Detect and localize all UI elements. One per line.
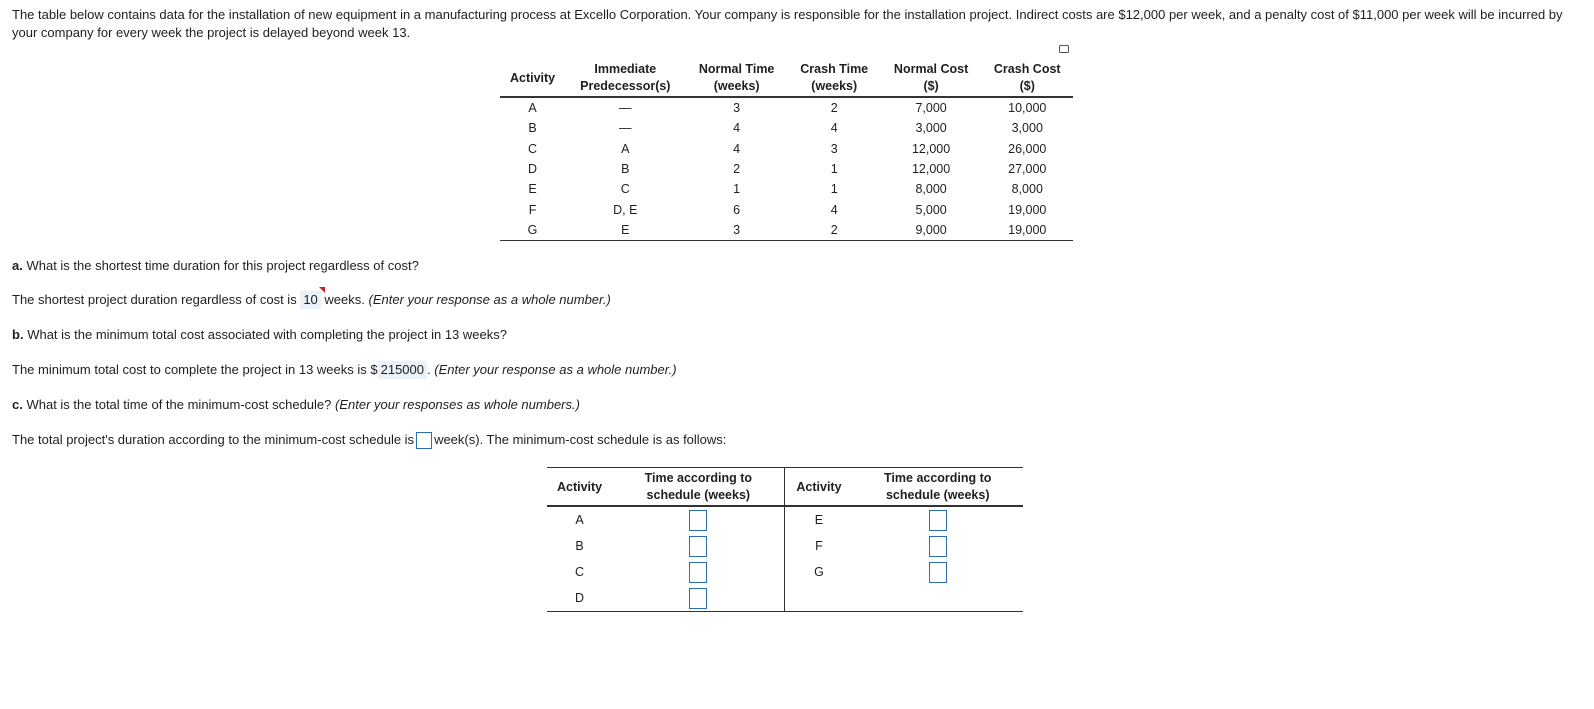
table-row: F D, E 6 4 5,000 19,000	[528, 202, 1047, 217]
time-input-a[interactable]	[689, 510, 707, 531]
part-c-question: c. What is the total time of the minimum-cost schedule? (Enter your responses as whole numbers.)	[12, 397, 580, 412]
header-crash-cost: Crash Cost ($)	[982, 61, 1074, 97]
table-row: C A 4 3 12,000 26,000	[528, 141, 1047, 156]
table-row	[547, 533, 1023, 559]
total-duration-input[interactable]	[416, 432, 432, 449]
schedule-activity-d: D	[547, 585, 612, 612]
table-header-row	[500, 61, 1073, 97]
part-a-answer-line: The shortest project duration regardless of cost is 10 weeks. (Enter your response as a whole number.)	[12, 291, 611, 309]
table-row: G E 3 2 9,000 19,000	[500, 220, 1073, 241]
schedule-header-time: Time according to schedule (weeks)	[852, 468, 1023, 507]
header-crash-time: Crash Time (weeks)	[788, 61, 881, 97]
part-c-answer-line: The total project's duration according to the minimum-cost schedule is week(s). The minimum-cost schedule is as follows:	[12, 431, 726, 449]
activity-data-table	[500, 61, 1073, 241]
schedule-header-activity: Activity	[785, 468, 852, 507]
schedule-activity-f: F	[785, 533, 852, 559]
schedule-activity-b: B	[575, 539, 584, 553]
part-b-question: b. What is the minimum total cost associated with completing the project in 13 weeks?	[12, 327, 507, 342]
table-row: D B 2 1 12,000 27,000	[528, 162, 1047, 177]
schedule-activity-e: E	[785, 506, 852, 533]
header-predecessors: Immediate Predecessor(s)	[565, 61, 685, 97]
time-input-c[interactable]	[689, 562, 707, 583]
part-a-answer-field[interactable]: 10	[300, 291, 320, 309]
window-icon[interactable]	[1059, 45, 1069, 53]
problem-intro: The table below contains data for the installation of new equipment in a manufacturing process at Excello Corporation. Your company is responsible for the installation project. Indirect costs are $12,000 per week, and a penalty cost of $11,000 per week will be incurred by your company for every week the project is delayed beyond week 13.	[12, 7, 1563, 40]
part-b-answer-field[interactable]: 215000	[378, 361, 427, 379]
schedule-activity-g: G	[785, 559, 852, 585]
time-input-f[interactable]	[929, 536, 947, 557]
time-input-e[interactable]	[929, 510, 947, 531]
schedule-header-time: Time according to schedule (weeks)	[612, 468, 785, 507]
part-b-answer-line: The minimum total cost to complete the project in 13 weeks is $ 215000 . (Enter your response as a whole number.)	[12, 362, 677, 377]
table-row	[547, 506, 1023, 533]
table-row	[547, 585, 1023, 612]
part-a-question: a. What is the shortest time duration for this project regardless of cost?	[12, 258, 419, 273]
schedule-header-activity: Activity	[547, 468, 612, 507]
table-row: E C 1 1 8,000 8,000	[528, 182, 1043, 197]
time-input-d[interactable]	[689, 588, 707, 609]
table-row	[547, 559, 1023, 585]
table-row: A — 3 2 7,000 10,000	[528, 101, 1047, 116]
incorrect-flag-icon	[319, 287, 325, 293]
header-activity: Activity	[500, 61, 565, 97]
table-row: B — 4 4 3,000 3,000	[528, 121, 1043, 136]
schedule-header-row	[547, 468, 1023, 507]
time-input-b[interactable]	[689, 536, 707, 557]
schedule-table	[547, 467, 1023, 612]
schedule-activity-a: A	[575, 513, 584, 527]
header-normal-cost: Normal Cost ($)	[881, 61, 982, 97]
time-input-g[interactable]	[929, 562, 947, 583]
schedule-activity-c: C	[575, 565, 585, 579]
header-normal-time: Normal Time (weeks)	[686, 61, 788, 97]
